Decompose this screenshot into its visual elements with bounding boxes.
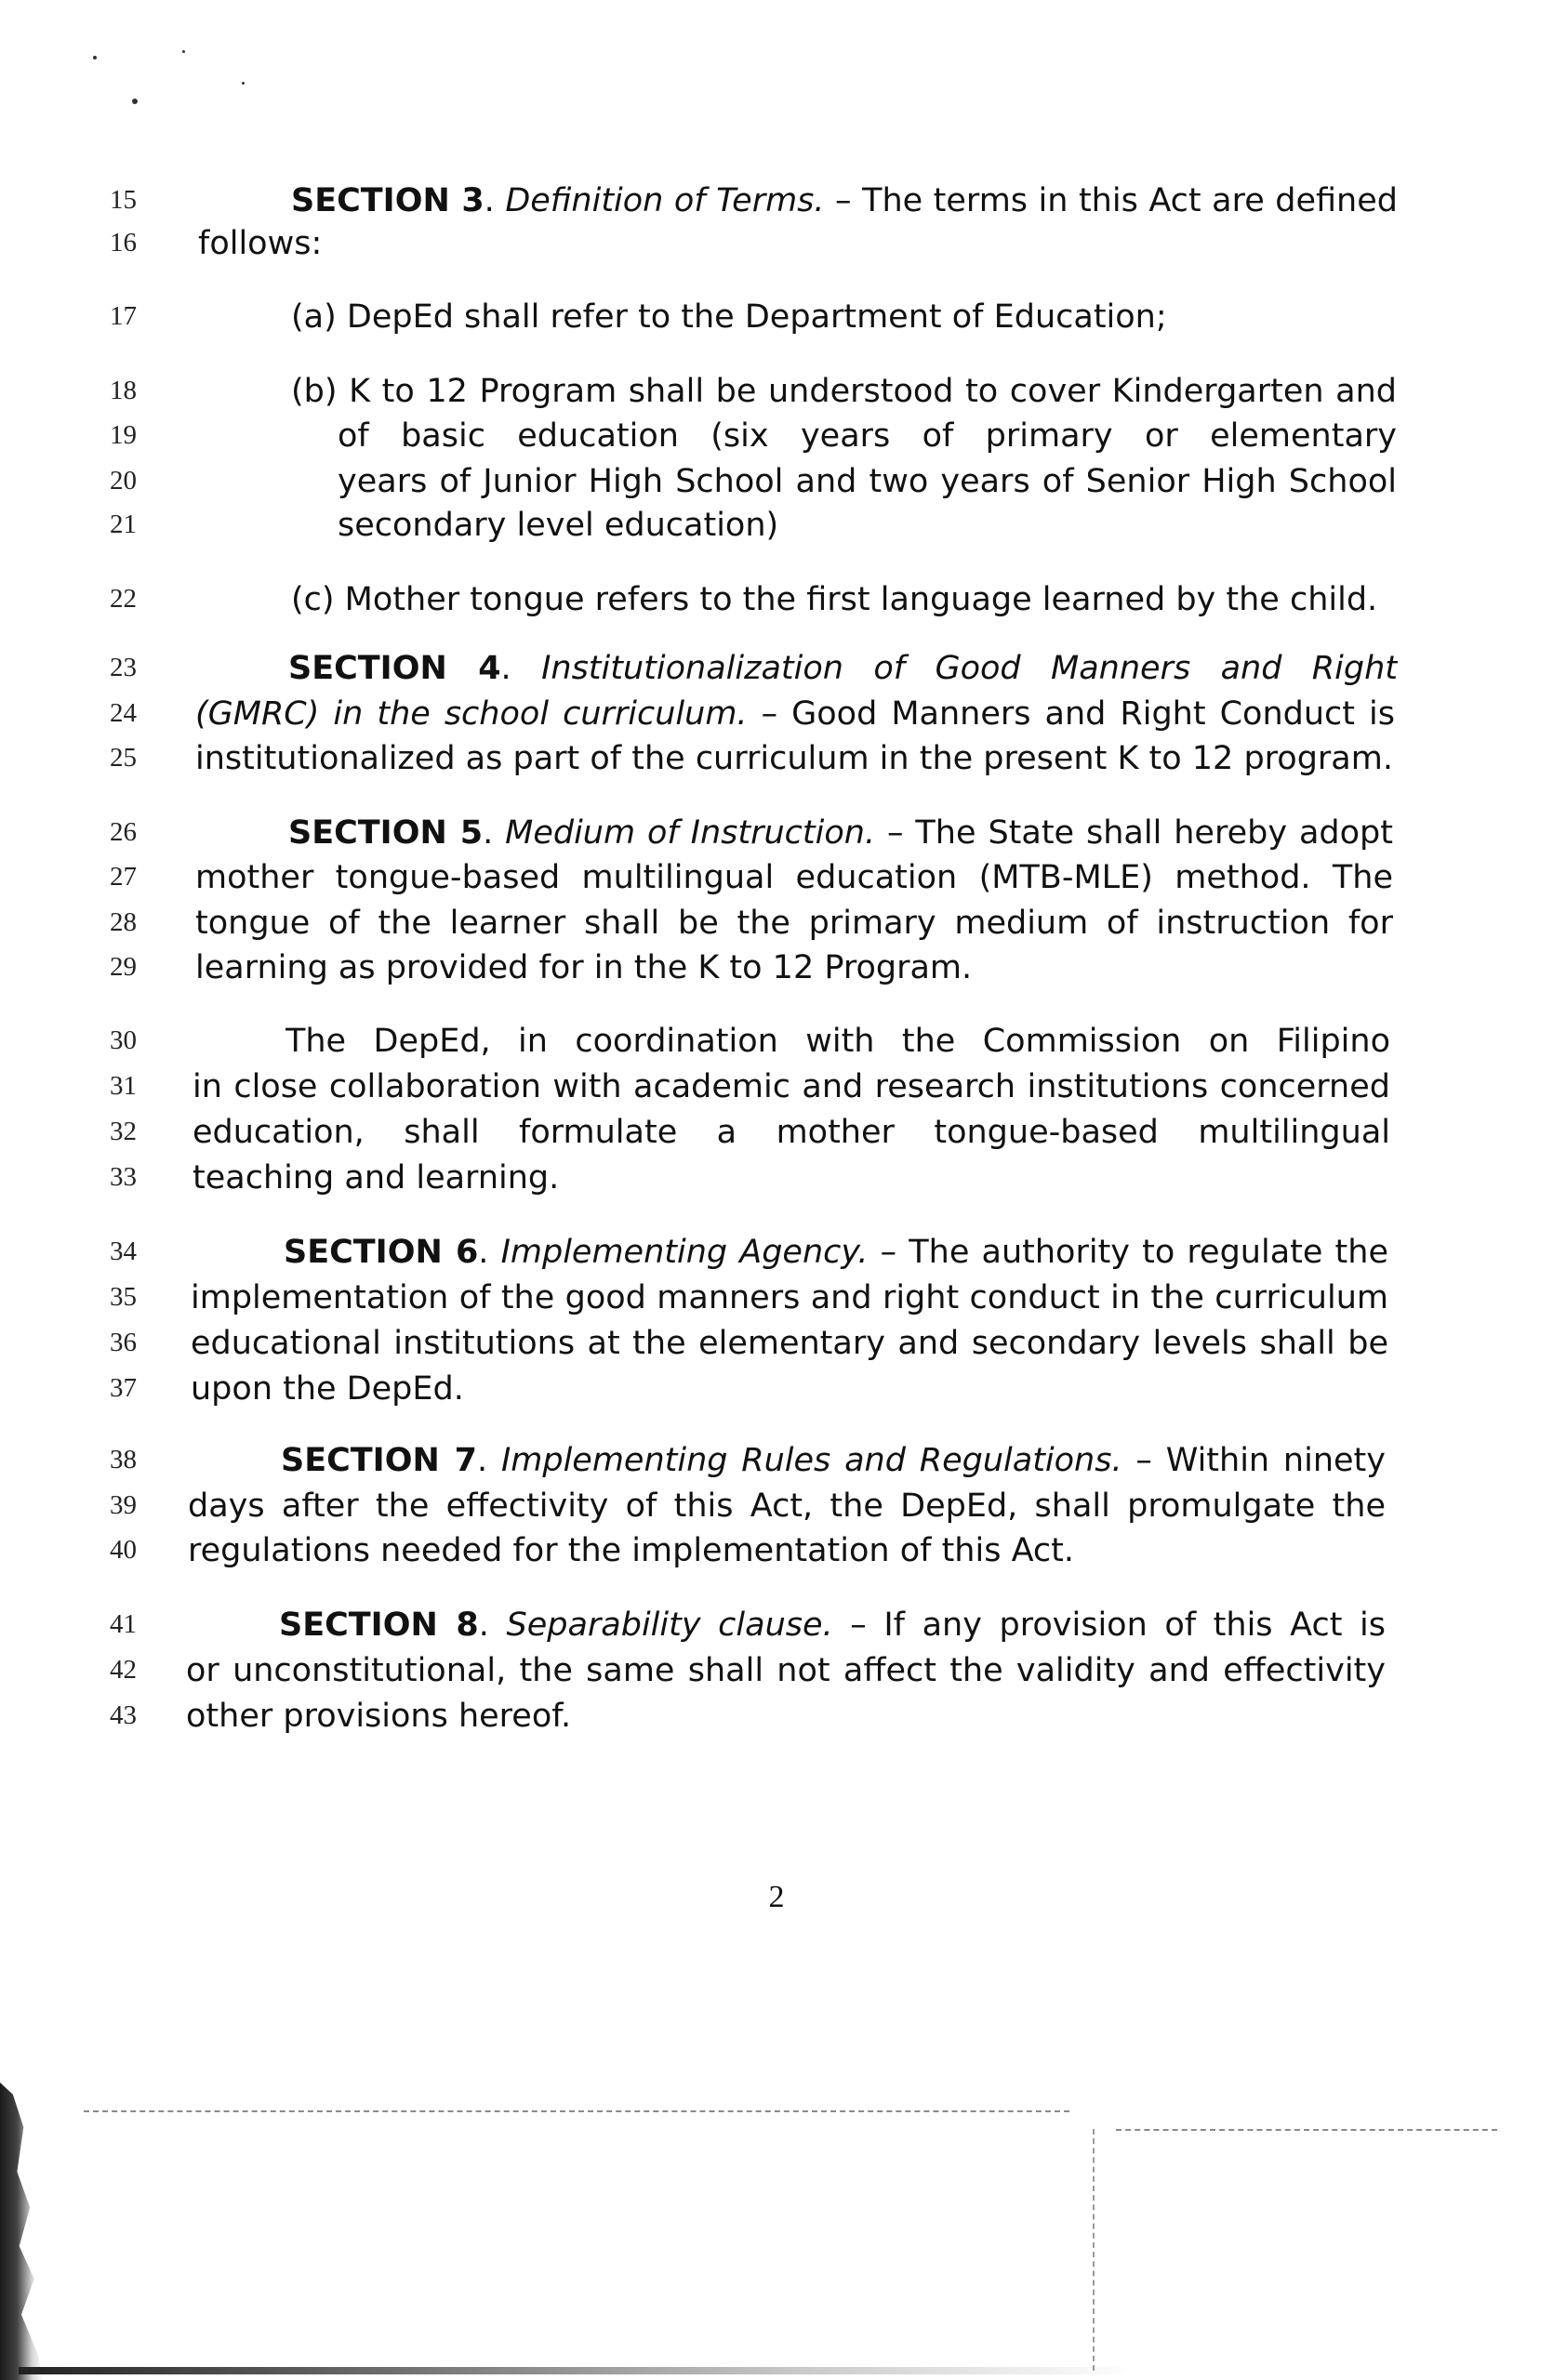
text-line [284,1231,1388,1274]
line-number: 31 [110,1071,137,1101]
line-number: 40 [110,1535,137,1565]
scan-edge-shadow [0,2082,43,2380]
scan-fold-line-right [1116,2129,1497,2131]
text-line [191,1276,1388,1319]
text-line [291,370,1397,413]
line-text: . [478,1234,501,1271]
line-number: 41 [110,1609,137,1639]
line-text: (a) DepEd shall refer to the Department of Education; [291,298,1167,336]
line-number: 38 [110,1445,137,1474]
line-number: 33 [110,1162,137,1192]
line-number: 18 [110,376,137,405]
page-number: 2 [768,1880,785,1914]
line-text: regulations needed for the implementation of this Act. [188,1532,1074,1569]
line-text: follows: [198,225,323,262]
line-text: – The State shall hereby adopt [887,814,1393,852]
line-number: 23 [110,653,137,682]
text-line [291,179,1398,222]
scan-speck [182,50,185,53]
line-number: 36 [110,1328,137,1357]
line-text: . [483,814,506,852]
section-title: Medium of Instruction. [505,814,876,852]
section-title: Implementing Rules and Regulations. [500,1442,1122,1479]
section-title: Implementing Agency. [500,1234,869,1271]
line-text: institutionalized as part of the curriculum in the present K to 12 program. [195,740,1393,777]
section-title: Institutionalization of Good Manners and Right [541,650,1398,687]
text-line [338,504,1209,547]
line-text: educational institutions at the elementary and secondary levels shall be [191,1325,1388,1362]
text-line [281,1439,1386,1482]
scan-speck [132,99,138,104]
line-text: . [500,650,542,687]
line-number: 16 [110,228,137,258]
text-line [195,856,1393,899]
line-text: The DepEd, in coordination with the Commission on Filipino [285,1023,1390,1060]
line-text: – If any provision of this Act is [850,1606,1386,1644]
line-text: teaching and learning. [192,1159,560,1197]
line-text: tongue of the learner shall be the primary medium of instruction for [195,905,1393,942]
line-text: . [478,1606,507,1644]
text-line [192,1157,1209,1199]
text-line [288,812,1393,854]
scan-fold-line-left [84,2110,1069,2112]
text-line [191,1322,1388,1365]
line-text: learning as provided for in the K to 12 Program. [195,949,973,986]
section-label: SECTION 3 [291,182,484,219]
line-number: 19 [110,420,137,450]
text-line [195,902,1393,945]
text-line [186,1695,1209,1738]
text-line [191,1368,1209,1410]
line-number: 42 [110,1655,137,1685]
line-text: in close collaboration with academic and research institutions concerned [192,1068,1390,1105]
text-line [192,1111,1390,1154]
section-label: SECTION 6 [284,1234,479,1271]
line-text: . [476,1442,501,1479]
line-number: 29 [110,952,137,982]
text-line [338,460,1397,503]
line-text: – The terms in this Act are defined [835,182,1398,219]
line-text: upon the DepEd. [191,1370,464,1408]
line-number: 25 [110,743,137,773]
scan-speck [93,56,97,60]
line-number: 37 [110,1373,137,1403]
line-number: 43 [110,1700,137,1730]
line-text: mother tongue-based multilingual education (MTB-MLE) method. The [195,859,1393,896]
text-line [291,578,1395,621]
line-number: 30 [110,1025,137,1055]
line-text: other provisions hereof. [186,1698,572,1735]
line-number: 39 [110,1490,137,1520]
scan-speck [242,82,245,85]
section-title: (GMRC) in the school curriculum. [195,695,748,733]
line-text: – The authority to regulate the [868,1234,1388,1271]
line-number: 35 [110,1282,137,1312]
line-text: – Within ninety [1135,1442,1386,1479]
section-label: SECTION 4 [288,650,501,687]
section-label: SECTION 8 [279,1606,479,1644]
text-line [195,737,1395,780]
line-number: 22 [110,584,137,614]
text-line [288,647,1398,690]
text-line [188,1485,1386,1527]
text-line [195,946,1209,989]
scan-fold-line-vertical [1093,2129,1095,2371]
line-number: 24 [110,698,137,728]
line-number: 34 [110,1236,137,1266]
text-line [285,1020,1390,1063]
text-line [338,415,1397,457]
line-number: 28 [110,907,137,937]
line-number: 15 [110,185,137,215]
line-text: of basic education (six years of primary or elementary [338,417,1397,455]
line-number: 27 [110,862,137,892]
line-text: . [484,182,506,219]
section-label: SECTION 5 [288,814,484,852]
line-text: (c) Mother tongue refers to the first language learned by the child. [291,581,1378,618]
line-number: 32 [110,1117,137,1146]
line-number: 20 [110,466,137,496]
line-text: days after the effectivity of this Act, the DepEd, shall promulgate the [188,1488,1386,1525]
line-text: or unconstitutional, the same shall not affect the validity and effectivity [186,1652,1386,1689]
line-text: education, shall formulate a mother tongue-based multilingual [192,1114,1390,1151]
line-number: 26 [110,817,137,847]
text-line [188,1529,1209,1572]
line-number: 17 [110,301,137,331]
line-number: 21 [110,509,137,539]
text-line [195,693,1395,735]
section-label: SECTION 7 [281,1442,477,1479]
text-line [192,1065,1390,1108]
line-text: implementation of the good manners and right conduct in the curriculum [191,1279,1388,1316]
scan-bottom-shadow [19,2367,1135,2374]
line-text: – Good Manners and Right Conduct is [761,695,1395,733]
text-line [186,1649,1386,1692]
text-line [279,1604,1386,1646]
section-title: Separability clause. [506,1606,833,1644]
text-line [291,296,1395,338]
line-text: (b) K to 12 Program shall be understood to cover Kindergarten and [291,373,1397,410]
text-line [198,222,837,265]
section-title: Definition of Terms. [505,182,825,219]
line-text: years of Junior High School and two years of Senior High School [338,463,1397,500]
line-text: secondary level education) [338,507,779,544]
